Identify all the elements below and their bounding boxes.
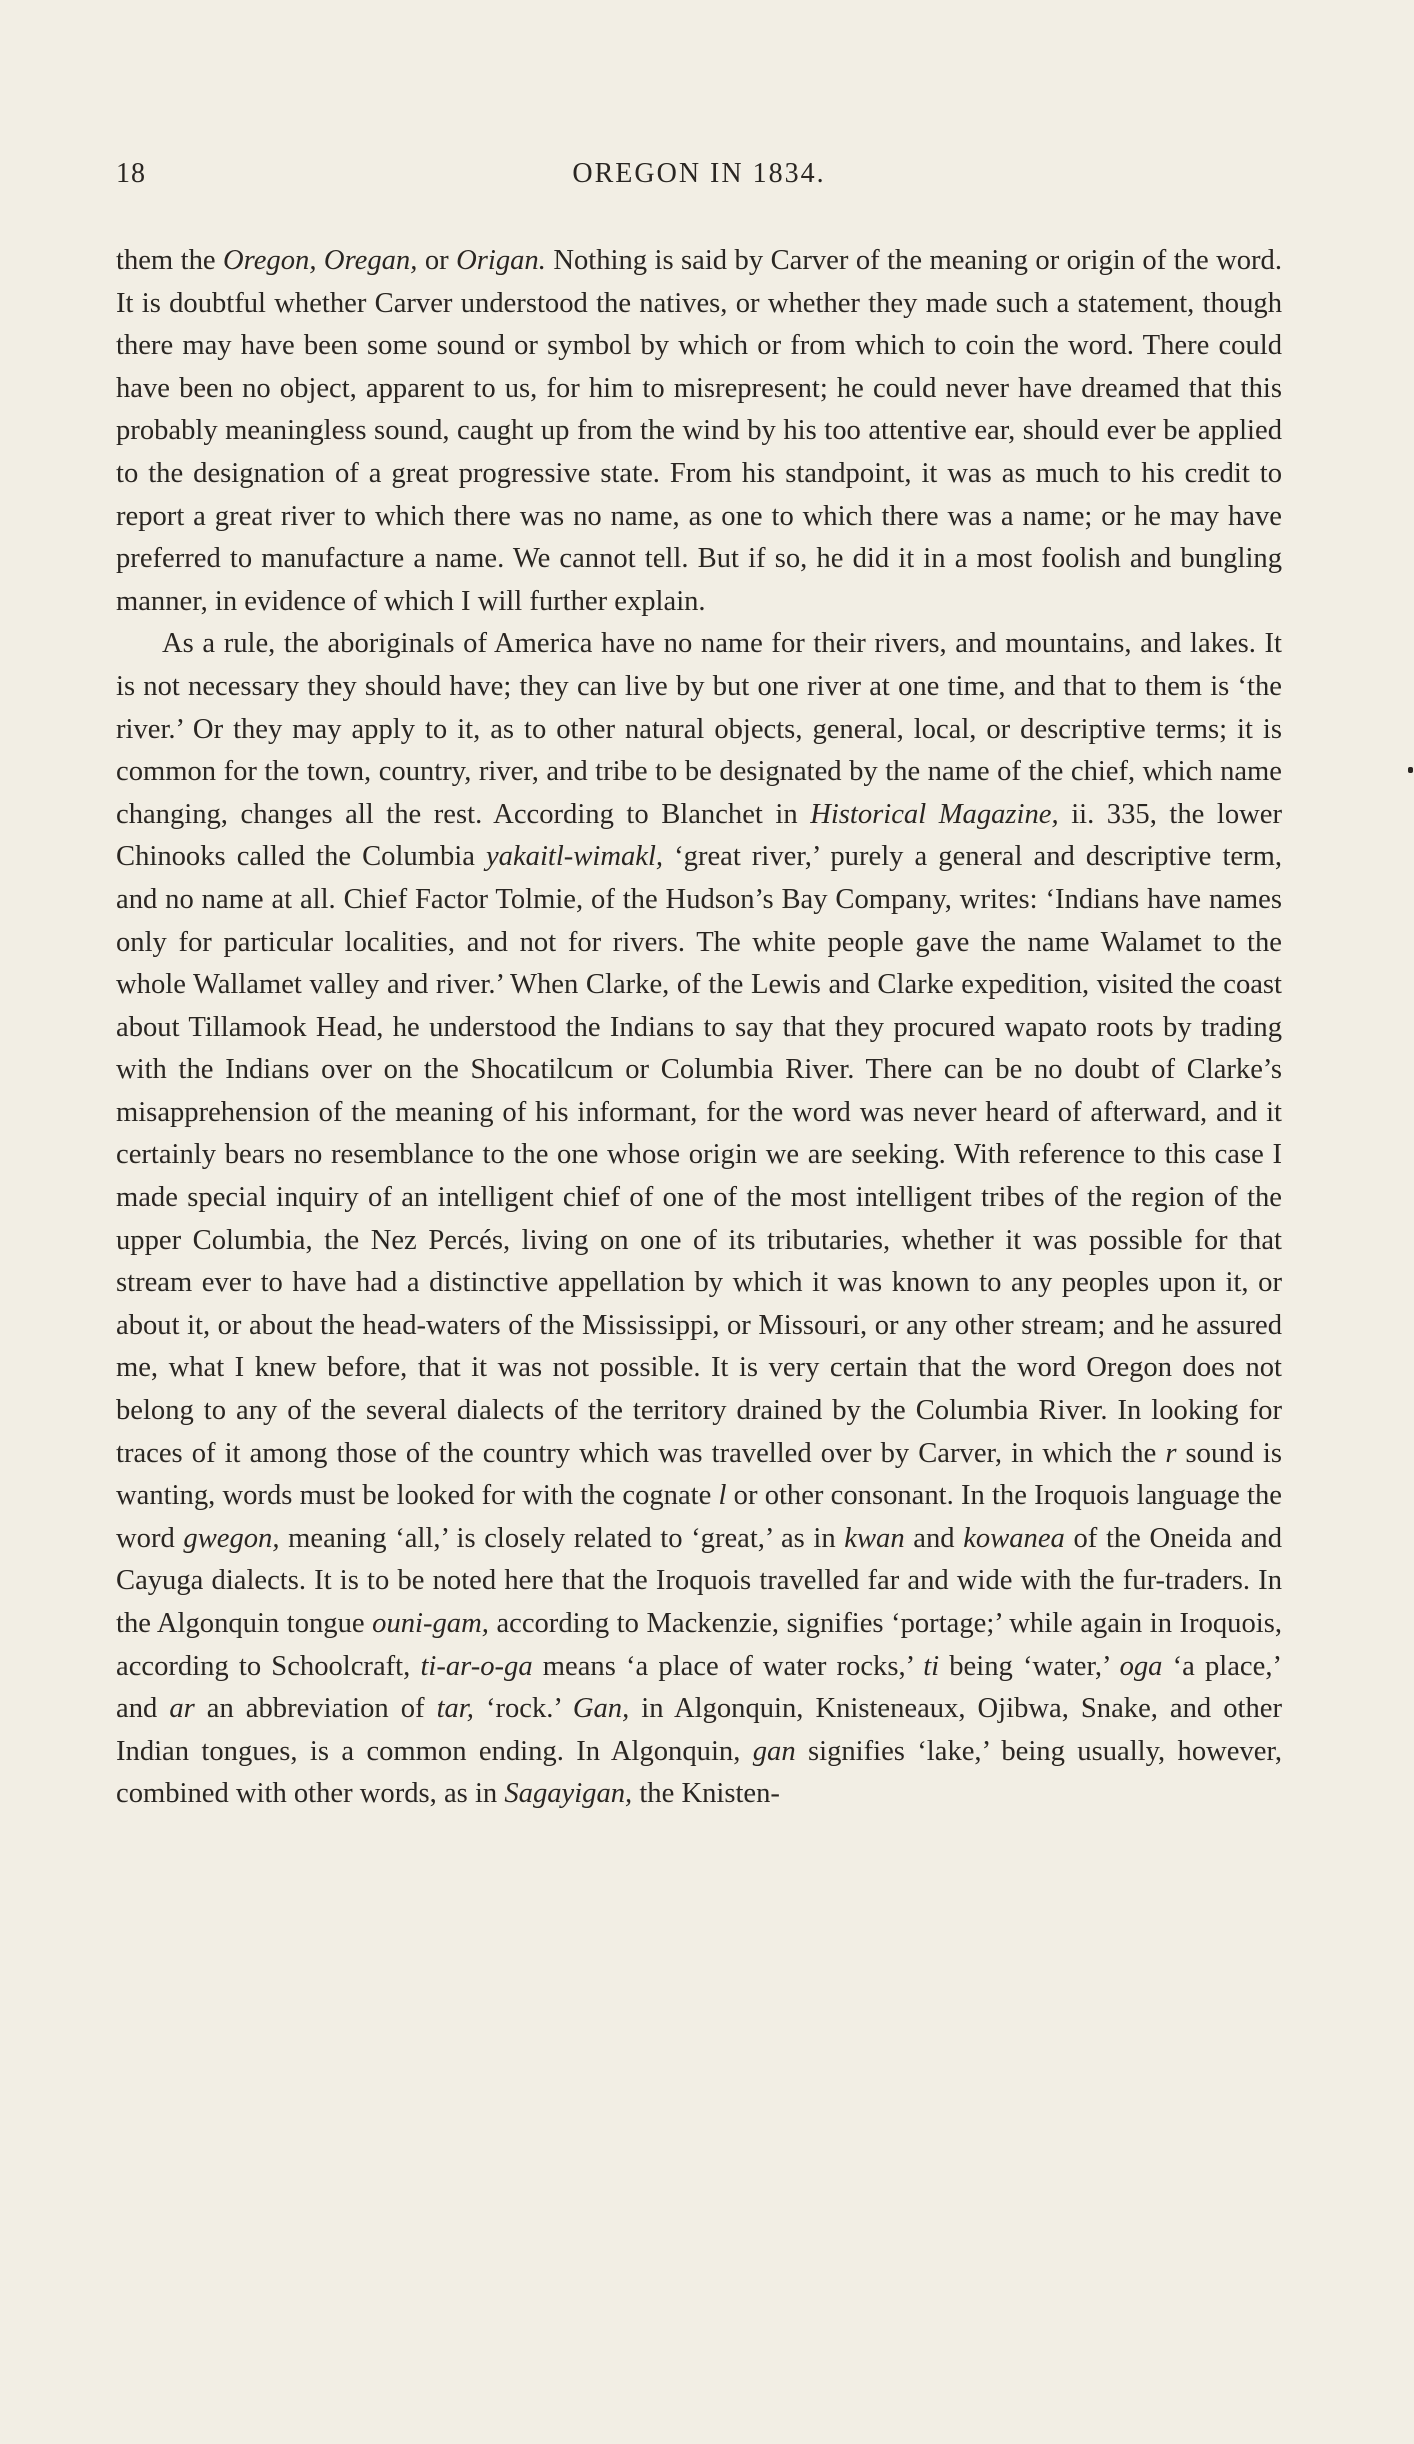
text-run: As a rule, the aboriginals of America have no name for their rivers, and mountains, and lakes. It is not necessary they should have; they can live by but one river at one time, and that to them is ‘the river.’ Or they may apply to it, as to other natural objects, general, local, or descriptive terms; it is common for the town, country, river, and tribe to be designated by the name of the chief, which name changing, changes all the rest. According to Blanchet in (116, 628, 1282, 830)
italic-term: tar, (436, 1693, 474, 1725)
paragraph-continuation (116, 240, 1282, 623)
text-run: an abbreviation of (194, 1693, 437, 1725)
text-run: signifies ‘lake,’ being usually, however, combined with other words, as in (116, 1735, 1282, 1810)
italic-term: kowanea (963, 1522, 1065, 1554)
margin-ink-mark (1408, 767, 1413, 773)
text-run: sound is wanting, words must be looked for with the cognate (116, 1437, 1282, 1512)
italic-term: r (1165, 1437, 1177, 1469)
text-run: the Knisten- (632, 1778, 780, 1810)
text-run: ‘great river,’ purely a general and descriptive term, and no name at all. Chief Factor Tolmie, of the Hudson’s Bay Company, writes: ‘Indians have names only for particular localities, and not for rivers. The white people gave the name Walamet to the whole Wallamet valley and river.’ When Clarke, of the Lewis and Clarke expedition, visited the coast about Tillamook Head, he understood the Indians to say that they procured wapato roots by trading with the Indians over on the Shocatilcum or Columbia River. There can be no doubt of Clarke’s misapprehension of the meaning of his informant, for the word was never heard of afterward, and it certainly bears no resemblance to the one whose origin we are seeking. With reference to this case I made special inquiry of an intelligent chief of one of the most intelligent tribes of the region of the upper Columbia, the Nez Percés, living on one of its tributaries, whether it was possible for that stream ever to have had a distinctive appellation by which it was known to any peoples upon it, or about it, or about the head-waters of the Mississippi, or Missouri, or any other stream; and he assured me, what I knew before, that it was not possible. It is very certain that the word Oregon does not belong to any of the several dialects of the territory drained by the Columbia River. In looking for traces of it among those of the country which was travelled over by Carver, in which the (116, 841, 1283, 1469)
text-run: ‘rock.’ (473, 1693, 573, 1725)
page-body (116, 240, 1282, 1816)
running-title: OREGON IN 1834. (572, 158, 826, 189)
text-run: ii. 335, the lower Chinooks called the Columbia (116, 798, 1282, 873)
text-run: meaning ‘all,’ is closely related to ‘great,’ as in (279, 1522, 845, 1554)
italic-term: Origan. (456, 245, 546, 276)
text-run: of the Oneida and Cayuga dialects. It is to be noted here that the Iroquois travelled far and wide with the fur-traders. In the Algonquin tongue (116, 1522, 1282, 1639)
italic-term: gan (752, 1735, 796, 1767)
running-header (116, 158, 1282, 202)
italic-term: l (718, 1480, 727, 1512)
text-run: Nothing is said by Carver of the meaning or origin of the word. It is doubtful whether Carver understood the natives, or whether they made such a statement, though there may have been some sound or symbol by which or from which to coin the word. There could have been no object, apparent to us, for him to misrepresent; he could never have dreamed that this probably meaningless sound, caught up from the wind by his too attentive ear, should ever be applied to the designation of a great progressive state. From his standpoint, it was as much to his credit to report a great river to which there was no name, as one to which there was a name; or he may have preferred to manufacture a name. We cannot tell. But if so, he did it in a most foolish and bungling manner, in evidence of which I will further explain. (116, 245, 1283, 617)
paragraph-aboriginal-names (116, 623, 1282, 1816)
italic-term: ti-ar-o-ga (420, 1650, 533, 1682)
text-run: means ‘a place of water rocks,’ (532, 1650, 924, 1682)
italic-term: ti (923, 1650, 940, 1682)
italic-term: Gan, (572, 1693, 630, 1725)
italic-term: ouni-gam, (372, 1608, 489, 1639)
text-run: them the (116, 245, 224, 276)
italic-term: yakaitl-wimakl, (485, 841, 664, 873)
italic-term: Oregon, Oregan, (223, 245, 418, 276)
italic-term: kwan (844, 1522, 905, 1554)
italic-term: Sagayigan, (504, 1778, 633, 1810)
text-run: ‘a place,’ and (116, 1650, 1282, 1725)
italic-term: oga (1119, 1650, 1163, 1682)
text-run: in Algonquin, Knisteneaux, Ojibwa, Snake, and other Indian tongues, is a common ending. In Algonquin, (116, 1693, 1282, 1767)
italic-term: gwegon, (183, 1522, 280, 1554)
text-run: or (417, 245, 457, 276)
text-run: and (904, 1522, 964, 1554)
text-run: or other consonant. In the Iroquois language the word (116, 1480, 1282, 1554)
page-number: 18 (116, 158, 146, 189)
italic-term: ar (169, 1693, 195, 1725)
text-run: according to Mackenzie, signifies ‘portage;’ while again in Iroquois, according to Schoolcraft, (116, 1608, 1282, 1682)
italic-term: Historical Magazine, (810, 798, 1059, 830)
text-run: being ‘water,’ (939, 1650, 1120, 1682)
